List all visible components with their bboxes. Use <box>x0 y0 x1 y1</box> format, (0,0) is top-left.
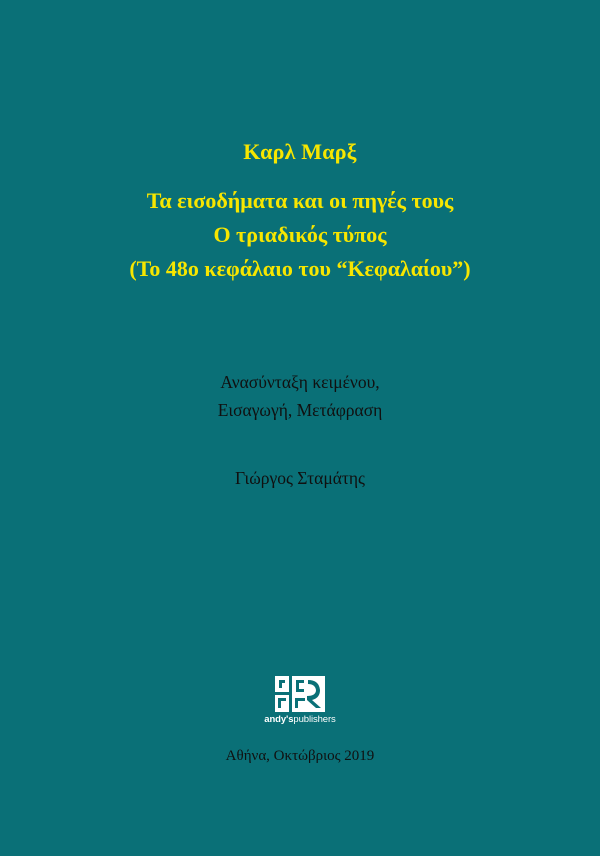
publisher-name-bold: andy's <box>264 714 294 725</box>
publisher-name <box>262 713 338 727</box>
author-name: Καρλ Μαρξ <box>243 139 357 164</box>
title-line-1: Τα εισοδήματα και οι πηγές τους <box>146 188 454 213</box>
credits-line-1: Ανασύνταξη κειμένου, <box>220 372 380 392</box>
place-and-date: Αθήνα, Οκτώβριος 2019 <box>225 748 375 764</box>
book-title <box>0 184 600 286</box>
credits <box>0 368 600 424</box>
translator-name: Γιώργος Σταμάτης <box>235 468 365 488</box>
title-line-2: Ο τριαδικός τύπος <box>213 222 387 247</box>
title-line-3: (Το 48ο κεφάλαιο του “Κεφαλαίου”) <box>129 256 471 281</box>
andys-publishers-logo-icon <box>275 676 325 712</box>
publisher-logo <box>262 676 338 732</box>
publisher-name-regular: publishers <box>293 714 336 725</box>
credits-line-2: Εισαγωγή, Μετάφραση <box>217 400 383 420</box>
